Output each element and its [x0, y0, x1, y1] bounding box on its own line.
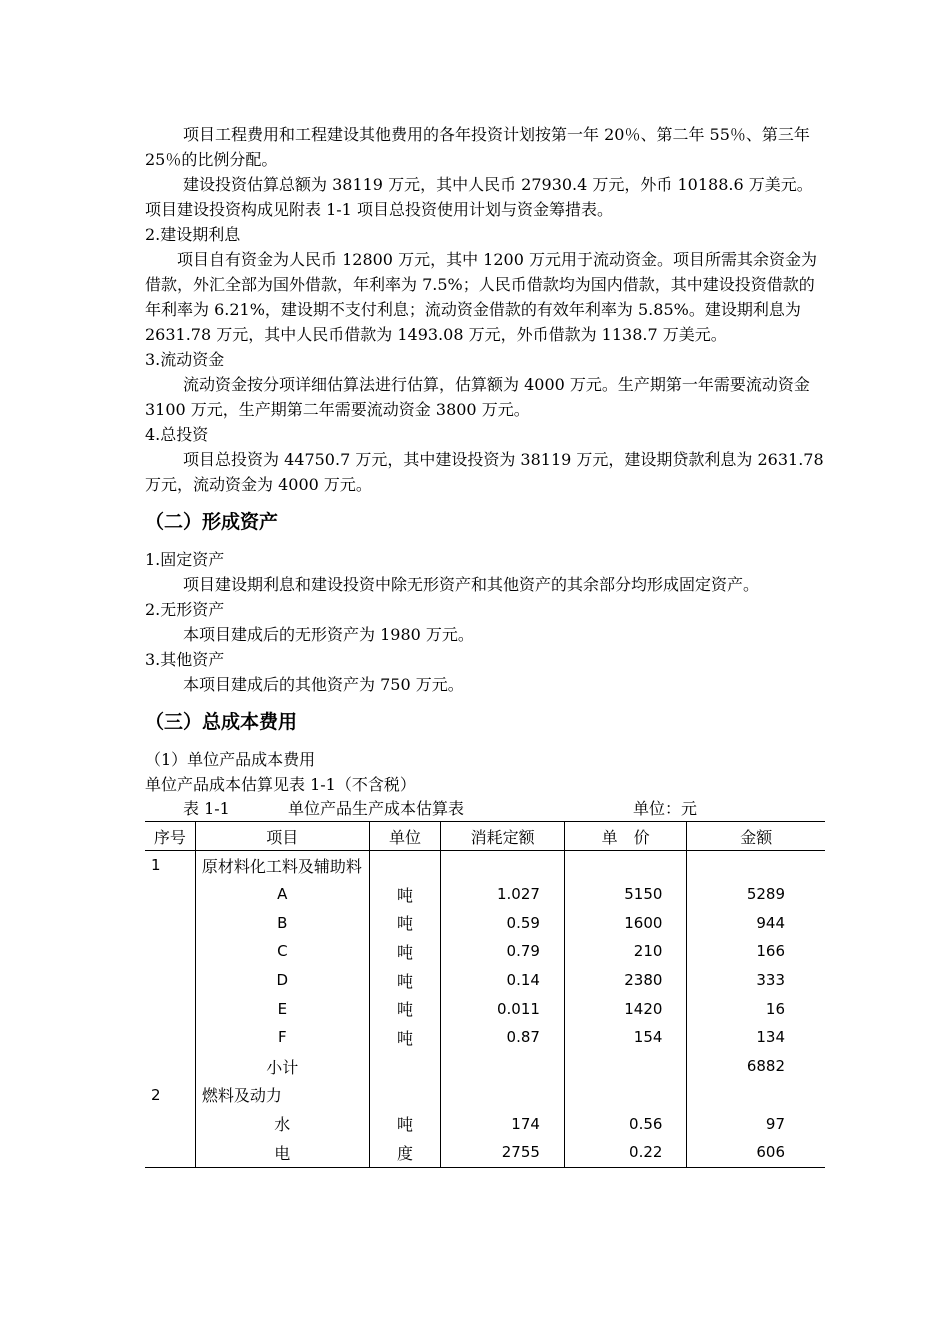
- section-title-fixed-assets: 1.固定资产: [145, 550, 225, 569]
- cell-item: 燃料及动力: [195, 1081, 369, 1110]
- table-row: [145, 1081, 825, 1110]
- header-price: 单 价: [564, 822, 687, 851]
- cell-price: 1600: [564, 908, 687, 937]
- cell-item: F: [195, 1023, 369, 1052]
- cell-seq: [145, 1023, 195, 1052]
- cell-price: 2380: [564, 966, 687, 995]
- table-caption: [145, 797, 825, 821]
- cell-quota: 0.14: [441, 966, 565, 995]
- cell-quota: 1.027: [441, 880, 565, 909]
- cell-unit: [369, 1052, 440, 1081]
- cell-unit: 吨: [369, 1023, 440, 1052]
- table-row: [145, 1138, 825, 1167]
- cell-quota: 0.011: [441, 994, 565, 1023]
- paragraph-other-assets: 本项目建成后的其他资产为 750 万元。: [183, 675, 464, 694]
- header-unit: 单位: [369, 822, 440, 851]
- table-row: [145, 851, 825, 880]
- section-title-total-investment: 4.总投资: [145, 425, 209, 444]
- cell-amount: 5289: [687, 880, 825, 909]
- paragraph-intangible-assets: 本项目建成后的无形资产为 1980 万元。: [183, 625, 474, 644]
- cell-amount: [687, 851, 825, 880]
- cell-seq: [145, 1052, 195, 1081]
- heading-total-cost: （三）总成本费用: [145, 711, 298, 733]
- cell-seq: [145, 966, 195, 995]
- cell-price: 1420: [564, 994, 687, 1023]
- cell-item: E: [195, 994, 369, 1023]
- cell-amount: 606: [687, 1138, 825, 1167]
- cell-item: 原材料化工料及辅助料: [195, 851, 369, 880]
- cell-item: 水: [195, 1109, 369, 1138]
- cell-unit: 吨: [369, 937, 440, 966]
- cell-seq: [145, 1138, 195, 1167]
- paragraph-interest: 项目自有资金为人民币 12800 万元，其中 1200 万元用于流动资金。项目所需其余资金为借款，外汇全部为国外借款，年利率为 7.5%；人民币借款均为国内借款，其中建设投资借款的年利率为 6.21%，建设期不支付利息；流动资金借款的有效年利率为 5.85%。建设期利息为 2631.78 万元，其中人民币借款为 1493.08 万元，外币借款为 1138.7 万美元。: [145, 250, 817, 344]
- paragraph-invest-total: 建设投资估算总额为 38119 万元，其中人民币 27930.4 万元，外币 10188.6 万美元。项目建设投资构成见附表 1-1 项目总投资使用计划与资金筹措表。: [145, 175, 813, 219]
- cell-unit: 吨: [369, 994, 440, 1023]
- cell-amount: 944: [687, 908, 825, 937]
- document-page: [145, 122, 825, 1168]
- cell-item: C: [195, 937, 369, 966]
- cell-amount: 134: [687, 1023, 825, 1052]
- cell-price: [564, 1081, 687, 1110]
- cell-price: [564, 1052, 687, 1081]
- table-row: [145, 966, 825, 995]
- cell-amount: 6882: [687, 1052, 825, 1081]
- cell-price: 5150: [564, 880, 687, 909]
- header-quota: 消耗定额: [441, 822, 565, 851]
- cell-quota: 2755: [441, 1138, 565, 1167]
- paragraph-total-investment: 项目总投资为 44750.7 万元，其中建设投资为 38119 万元，建设期贷款利息为 2631.78 万元，流动资金为 4000 万元。: [145, 450, 824, 494]
- cell-unit: [369, 1081, 440, 1110]
- cell-seq: 2: [151, 1085, 161, 1104]
- cell-unit: [369, 851, 440, 880]
- cell-seq: [145, 994, 195, 1023]
- cell-unit: 吨: [369, 908, 440, 937]
- table-row: [145, 1023, 825, 1052]
- cell-quota: 0.87: [441, 1023, 565, 1052]
- cell-quota: 174: [441, 1109, 565, 1138]
- cell-quota: [441, 1081, 565, 1110]
- table-unit: 单位：元: [633, 799, 698, 818]
- table-title: 单位产品生产成本估算表: [288, 799, 465, 818]
- section-title-other-assets: 3.其他资产: [145, 650, 225, 669]
- section-title-intangible-assets: 2.无形资产: [145, 600, 225, 619]
- table-row: [145, 994, 825, 1023]
- table-row: [145, 937, 825, 966]
- cell-unit: 吨: [369, 1109, 440, 1138]
- table-row: [145, 908, 825, 937]
- heading-assets: （二）形成资产: [145, 511, 279, 533]
- cell-price: 0.22: [564, 1138, 687, 1167]
- cell-seq: [145, 937, 195, 966]
- cell-item: 小计: [195, 1052, 369, 1081]
- section-title-working-capital: 3.流动资金: [145, 350, 225, 369]
- cell-quota: 0.59: [441, 908, 565, 937]
- cell-unit: 吨: [369, 966, 440, 995]
- paragraph-unit-cost-note: 单位产品成本估算见表 1-1（不含税）: [145, 775, 416, 794]
- paragraph-invest-plan: 项目工程费用和工程建设其他费用的各年投资计划按第一年 20％、第二年 55％、第三年 25％的比例分配。: [145, 125, 810, 169]
- cell-amount: 16: [687, 994, 825, 1023]
- section-title-interest: 2.建设期利息: [145, 225, 241, 244]
- cell-amount: 333: [687, 966, 825, 995]
- cell-seq: [145, 908, 195, 937]
- header-seq: 序号: [145, 822, 195, 851]
- cell-price: 210: [564, 937, 687, 966]
- table-row: [145, 1109, 825, 1138]
- table-row: [145, 1052, 825, 1081]
- cell-quota: 0.79: [441, 937, 565, 966]
- cell-amount: 166: [687, 937, 825, 966]
- cell-item: B: [195, 908, 369, 937]
- table-number: 表 1-1: [183, 799, 230, 818]
- table-header-row: [145, 822, 825, 851]
- header-item: 项目: [195, 822, 369, 851]
- cell-unit: 度: [369, 1138, 440, 1167]
- cell-quota: [441, 1052, 565, 1081]
- cell-seq: 1: [151, 856, 161, 875]
- cell-quota: [441, 851, 565, 880]
- header-amount: 金额: [687, 822, 825, 851]
- table-row: [145, 880, 825, 909]
- cell-price: [564, 851, 687, 880]
- paragraph-working-capital: 流动资金按分项详细估算法进行估算，估算额为 4000 万元。生产期第一年需要流动资金 3100 万元，生产期第二年需要流动资金 3800 万元。: [145, 375, 810, 419]
- cell-amount: 97: [687, 1109, 825, 1138]
- unit-cost-table: [145, 821, 825, 1168]
- cell-price: 154: [564, 1023, 687, 1052]
- cell-item: 电: [195, 1138, 369, 1167]
- cell-seq: [145, 880, 195, 909]
- cell-price: 0.56: [564, 1109, 687, 1138]
- subsection-title-unit-cost: （1）单位产品成本费用: [145, 750, 316, 769]
- cell-seq: [145, 1109, 195, 1138]
- cell-item: D: [195, 966, 369, 995]
- cell-amount: [687, 1081, 825, 1110]
- paragraph-fixed-assets: 项目建设期利息和建设投资中除无形资产和其他资产的其余部分均形成固定资产。: [183, 575, 760, 594]
- cell-item: A: [195, 880, 369, 909]
- cell-unit: 吨: [369, 880, 440, 909]
